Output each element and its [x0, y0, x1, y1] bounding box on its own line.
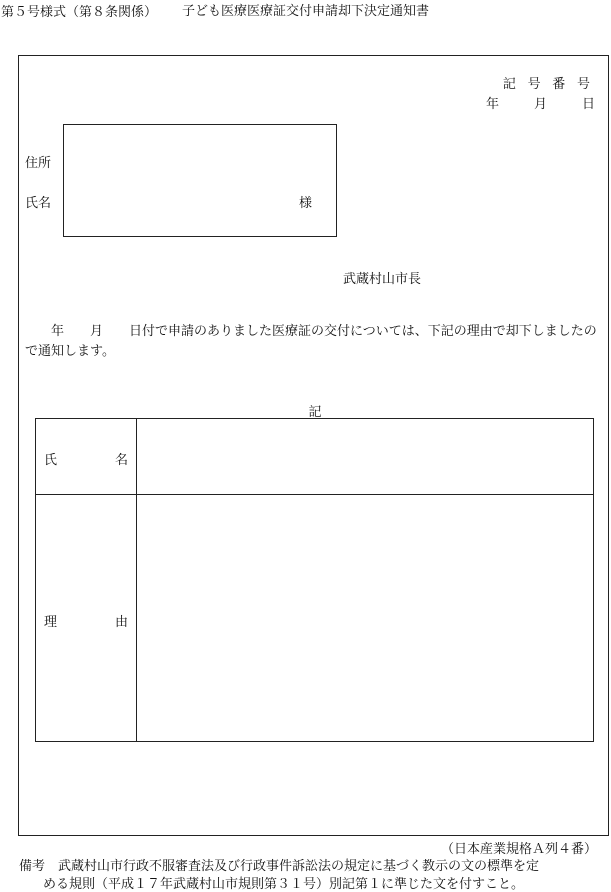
document-title: 子ども医療医療証交付申請却下決定通知書 — [181, 4, 429, 19]
table-name-char-1: 氏 — [44, 453, 58, 468]
ki-heading: 記 — [308, 405, 322, 420]
table-reason-char-2: 由 — [114, 615, 128, 630]
honorific-label: 様 — [299, 196, 313, 211]
recipient-address-box — [63, 124, 337, 237]
table-row-divider — [36, 494, 593, 495]
table-reason-char-1: 理 — [44, 615, 58, 630]
notice-body-text: 年 月 日付で申請のありました医療証の交付については、下記の理由で却下しましたので通知します。 — [25, 324, 597, 359]
date-month-label: 月 — [534, 97, 548, 112]
table-row-name-label — [44, 449, 128, 468]
table-column-divider — [136, 419, 137, 741]
date-year-label: 年 — [486, 97, 500, 112]
detail-table — [35, 418, 594, 742]
table-name-char-2: 名 — [114, 453, 128, 468]
issue-date — [486, 93, 595, 112]
address-label: 住所 — [25, 156, 52, 171]
reference-number-label: 記号番号 — [502, 77, 602, 92]
remarks-line-2: める規則（平成１７年武蔵村山市規則第３１号）別記第１に準じた文を付すこと。 — [43, 877, 525, 892]
remarks-line-1: 備考 武蔵村山市行政不服審査法及び行政事件訴訟法の規定に基づく教示の文の標準を定 — [19, 859, 540, 874]
paper-size-note: （日本産業規格Ａ列４番） — [440, 842, 597, 857]
issuer-name: 武蔵村山市長 — [343, 272, 422, 287]
table-row-reason-label — [44, 611, 128, 630]
recipient-name-label: 氏名 — [25, 196, 52, 211]
date-day-label: 日 — [582, 97, 596, 112]
form-number-label: 第５号様式（第８条関係） — [1, 5, 158, 20]
